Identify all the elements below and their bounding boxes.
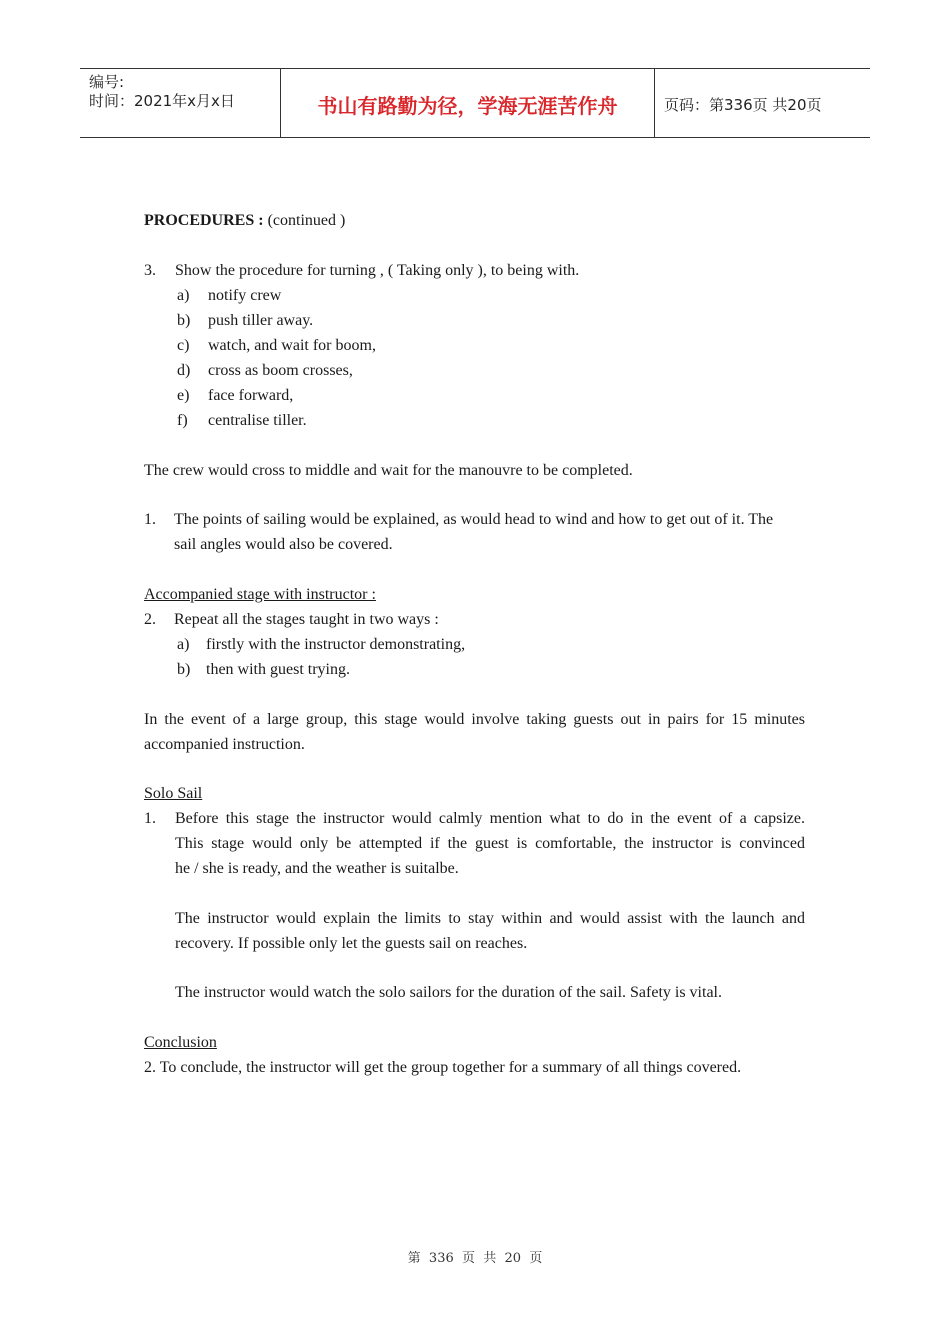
document-date-label: 时间：2021年x月x日 <box>89 92 235 110</box>
way-text: firstly with the instructor demonstrating, <box>206 636 466 653</box>
header-motto-cell <box>281 69 655 137</box>
turning-step-text: cross as boom crosses, <box>208 362 353 379</box>
solo-para-1-line-1: Before this stage the instructor would calmly mention what to do in the event of a capsize. <box>175 810 805 827</box>
turning-step-letter: c) <box>177 337 190 354</box>
item-3-number: 3. <box>144 262 156 279</box>
accompanied-item-number: 2. <box>144 611 156 628</box>
header-motto: 书山有路勤为径，学海无涯苦作舟 <box>317 94 618 118</box>
procedures-heading-bold: PROCEDURES : <box>144 212 264 229</box>
item-1-line-1: The points of sailing would be explained, as would head to wind and how to get out of it. The <box>174 511 774 528</box>
header-page-number: 页码：第336页 共20页 <box>664 96 822 114</box>
turning-step-letter: b) <box>177 312 191 329</box>
turning-step-text: notify crew <box>208 287 282 304</box>
header-meta-cell <box>80 69 281 137</box>
page-footer: 第 336 页 共 20 页 <box>407 1251 543 1266</box>
solo-para-2-line-2: recovery. If possible only let the guests sail on reaches. <box>175 935 528 952</box>
solo-sail-title: Solo Sail <box>144 785 203 802</box>
turning-step-text: centralise tiller. <box>208 412 307 429</box>
turning-step-text: push tiller away. <box>208 312 314 329</box>
solo-para-3: The instructor would watch the solo sailors for the duration of the sail. Safety is vital. <box>175 984 722 1001</box>
item-3-text: Show the procedure for turning , ( Taking only ), to being with. <box>175 262 580 279</box>
solo-item-number: 1. <box>144 810 156 827</box>
turning-step-letter: e) <box>177 387 190 404</box>
way-letter: a) <box>177 636 190 653</box>
document-number-label: 编号: <box>89 73 125 91</box>
accompanied-stage-title: Accompanied stage with instructor : <box>144 586 376 603</box>
turning-step-text: face forward, <box>208 387 294 404</box>
turning-step-letter: a) <box>177 287 190 304</box>
solo-para-2-line-1: The instructor would explain the limits to stay within and would assist with the launch and <box>175 910 805 927</box>
solo-para-1-line-3: he / she is ready, and the weather is suitalbe. <box>175 860 459 877</box>
turning-step-letter: d) <box>177 362 191 379</box>
conclusion-title: Conclusion <box>144 1034 217 1051</box>
turning-step-letter: f) <box>177 412 188 429</box>
item-1-number: 1. <box>144 511 156 528</box>
way-text: then with guest trying. <box>206 661 350 678</box>
procedures-heading <box>144 211 345 231</box>
procedures-heading-rest: (continued ) <box>263 212 346 229</box>
large-group-line-2: accompanied instruction. <box>144 736 305 753</box>
page-header <box>80 68 870 138</box>
turning-step-text: watch, and wait for boom, <box>208 337 376 354</box>
accompanied-item-text: Repeat all the stages taught in two ways : <box>174 611 439 628</box>
large-group-line-1: In the event of a large group, this stage would involve taking guests out in pairs for 15 minutes <box>144 711 805 728</box>
conclusion-text: 2. To conclude, the instructor will get the group together for a summary of all things covered. <box>144 1059 742 1076</box>
way-letter: b) <box>177 661 191 678</box>
crew-note: The crew would cross to middle and wait for the manouvre to be completed. <box>144 462 633 479</box>
solo-para-1-line-2: This stage would only be attempted if the guest is comfortable, the instructor is convinced <box>175 835 805 852</box>
header-page-cell <box>655 69 870 137</box>
item-1-line-2: sail angles would also be covered. <box>174 536 393 553</box>
